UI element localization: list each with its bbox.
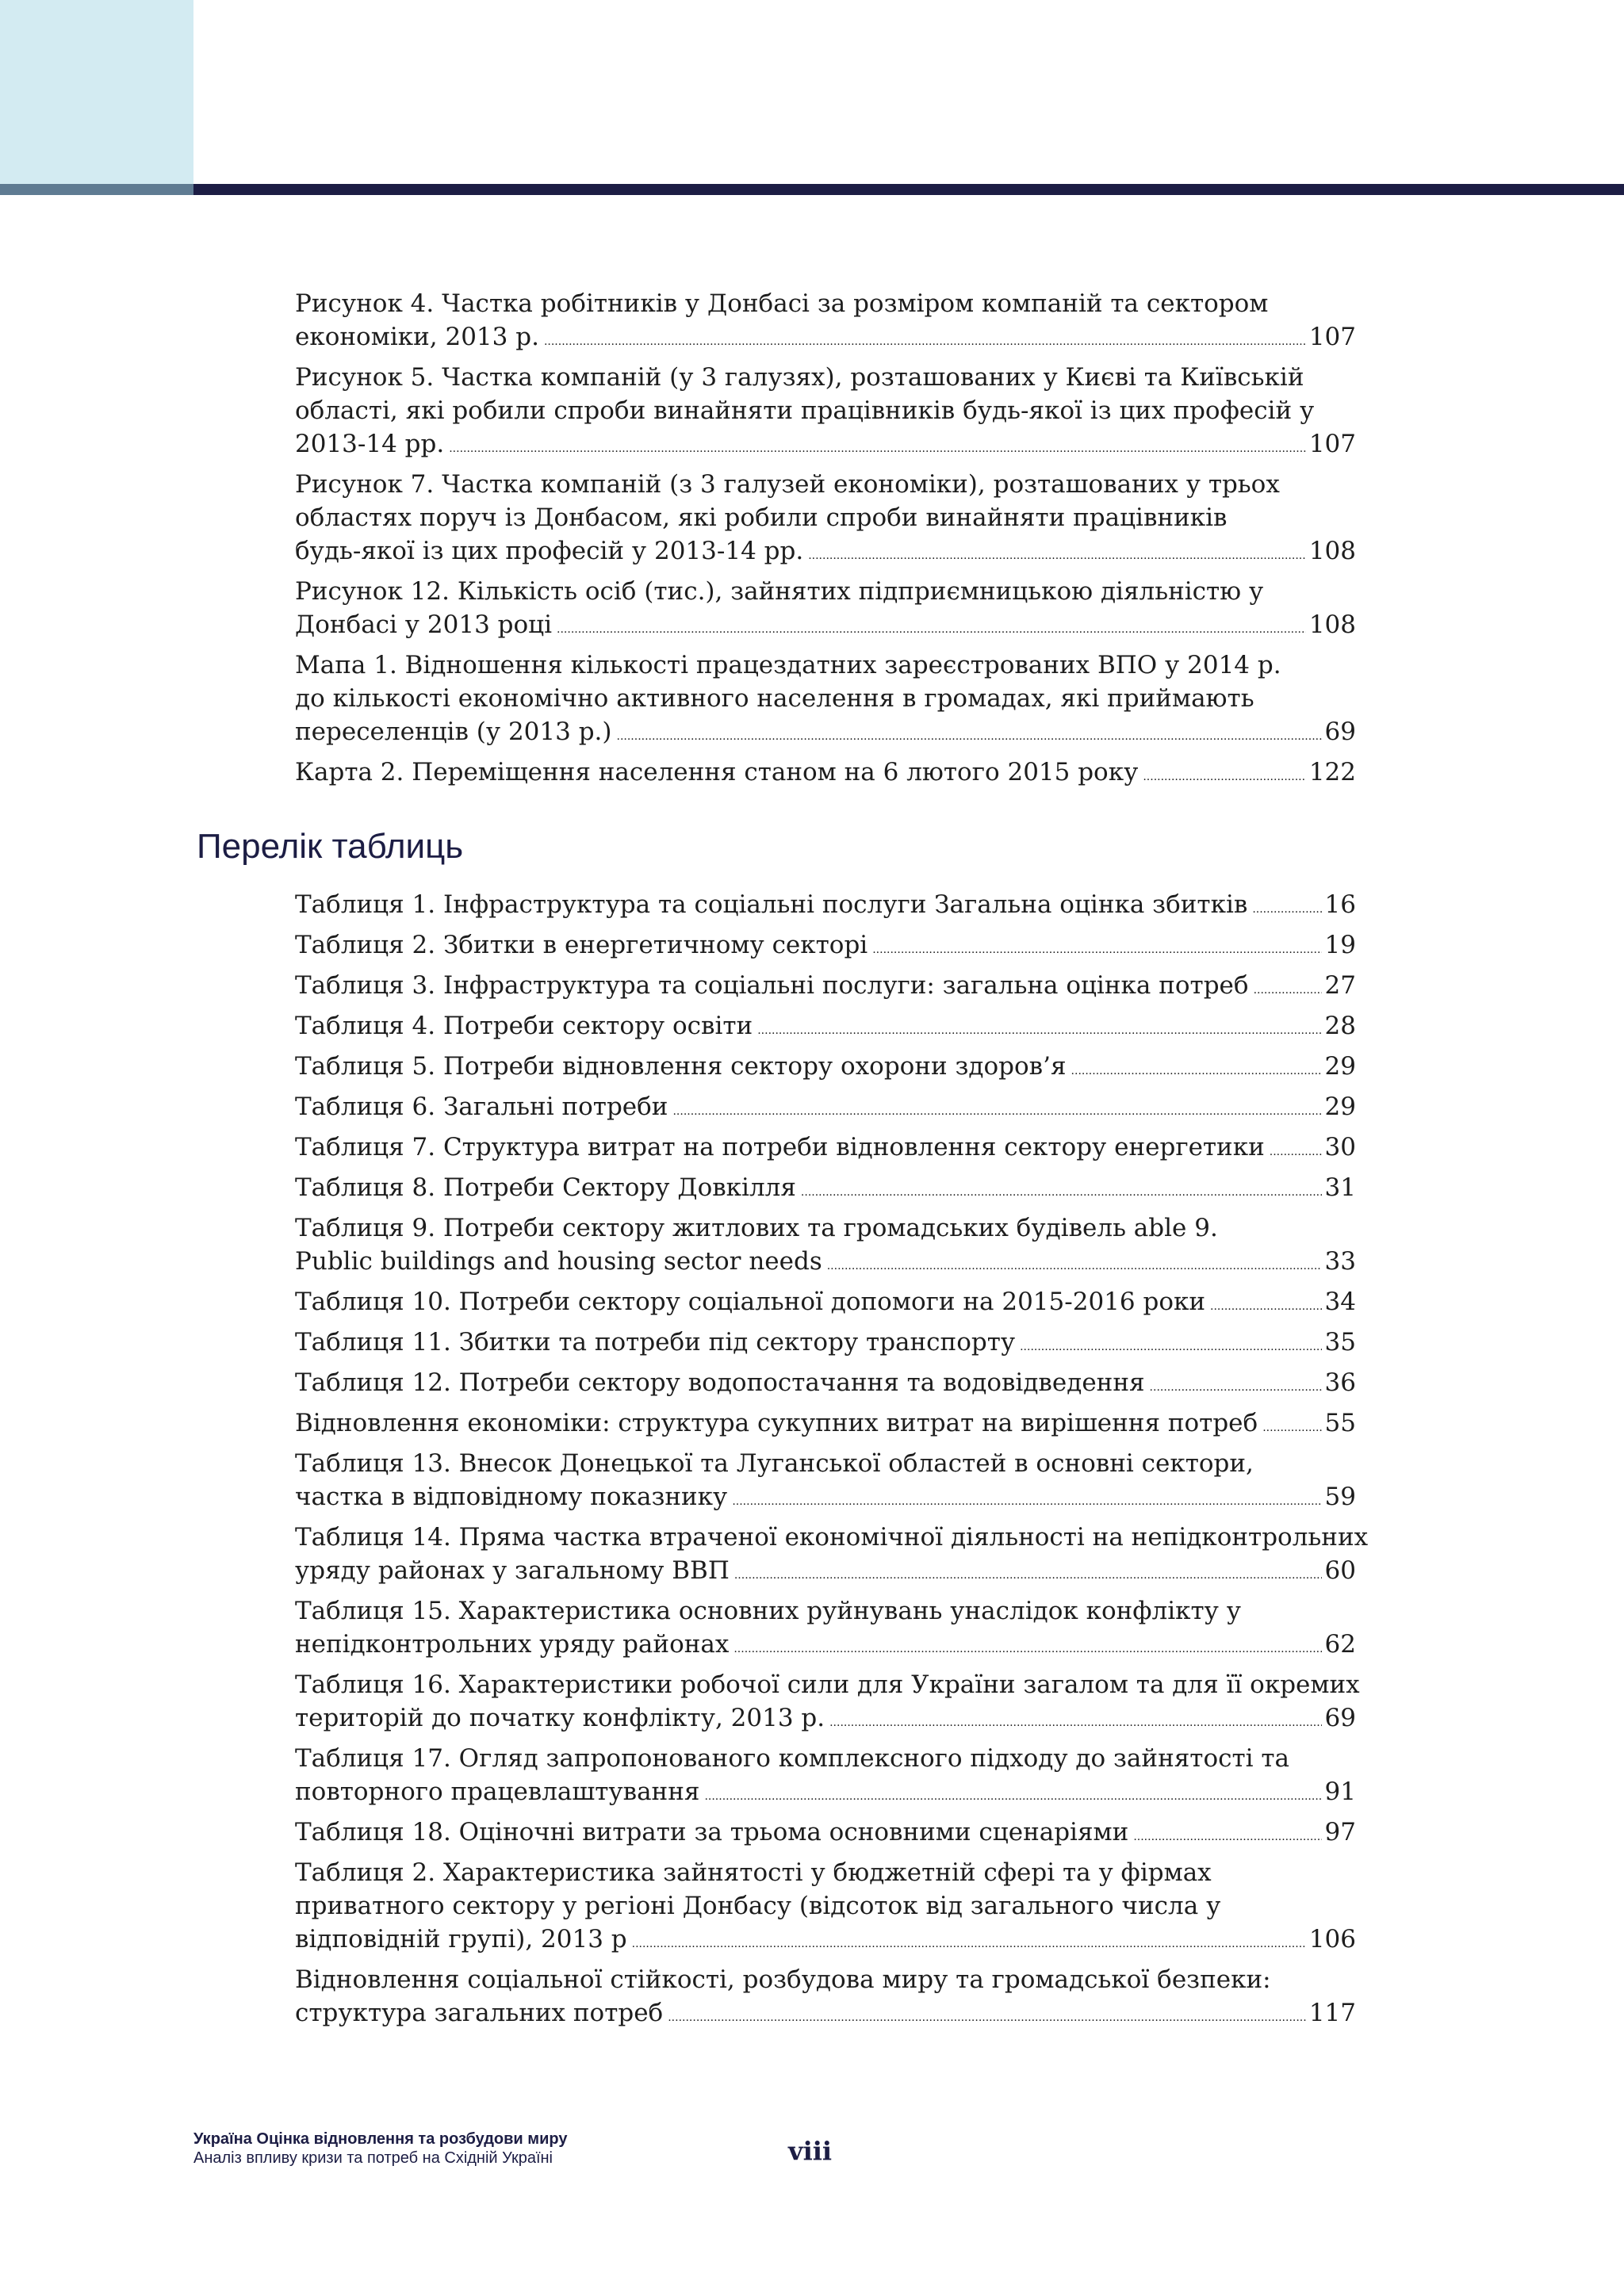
toc-entry-text: Таблиця 1. Інфраструктура та соціальні послуги Загальна оцінка збитків <box>295 890 1248 919</box>
toc-page-number: 69 <box>1324 718 1356 746</box>
dot-leader <box>632 1938 1306 1950</box>
toc-entry[interactable] <box>295 1856 1356 1956</box>
toc-entry[interactable] <box>295 1447 1356 1513</box>
toc-page-number: 34 <box>1324 1288 1356 1316</box>
toc-entry-text: повторного працевлаштування <box>295 1777 700 1806</box>
dot-leader <box>757 1025 1321 1036</box>
dot-leader <box>827 1261 1322 1272</box>
toc-page-number: 36 <box>1324 1368 1356 1397</box>
toc-entry[interactable] <box>295 1211 1356 1278</box>
dot-leader <box>1150 1382 1322 1393</box>
toc-entry-text: Відновлення соціальної стійкості, розбудова миру та громадської безпеки: <box>295 1965 1271 1994</box>
toc-page-number: 107 <box>1308 430 1356 458</box>
toc-entry[interactable] <box>295 1963 1356 2030</box>
dot-leader <box>1210 1301 1322 1312</box>
toc-page-number: 35 <box>1324 1328 1356 1357</box>
toc-entry-text: Рисунок 12. Кількість осіб (тис.), зайнятих підприємницькою діяльністю у <box>295 577 1264 606</box>
toc-page-number: 16 <box>1324 890 1356 919</box>
toc-page-number: 60 <box>1324 1556 1356 1585</box>
toc-entry[interactable] <box>295 1521 1369 1587</box>
toc-page-number: 59 <box>1324 1483 1356 1511</box>
dot-leader <box>672 1106 1321 1117</box>
toc-entry-text: відповідній групі), 2013 р <box>295 1925 627 1954</box>
toc-entry[interactable] <box>295 1594 1356 1661</box>
toc-entry-text: переселенців (у 2013 р.) <box>295 718 612 746</box>
toc-page-number: 55 <box>1324 1409 1356 1437</box>
toc-entry-text: Таблиця 5. Потреби відновлення сектору охорони здоров’я <box>295 1052 1067 1081</box>
footer-title: Україна Оцінка відновлення та розбудови миру <box>193 2130 568 2148</box>
toc-entry[interactable] <box>295 1050 1356 1083</box>
footer-subtitle: Аналіз впливу кризи та потреб на Східній Україні <box>193 2149 553 2167</box>
toc-entry-text: Таблиця 12. Потреби сектору водопостачання та водовідведення <box>295 1368 1145 1397</box>
toc-entry-text: Таблиця 3. Інфраструктура та соціальні послуги: загальна оцінка потреб <box>295 971 1249 1000</box>
toc-entry-text: Відновлення економіки: структура сукупних витрат на вирішення потреб <box>295 1409 1258 1437</box>
dot-leader <box>557 624 1306 635</box>
toc-entry[interactable] <box>295 1742 1356 1808</box>
dot-leader <box>449 443 1306 454</box>
toc-entry[interactable] <box>295 969 1356 1002</box>
toc-entry-text: Таблиця 17. Огляд запропонованого комплексного підходу до зайнятості та <box>295 1744 1290 1773</box>
footer-report-title <box>193 2130 567 2168</box>
header-bar-dark <box>193 184 1624 195</box>
toc-entry[interactable] <box>295 888 1356 921</box>
toc-entry[interactable] <box>295 1406 1356 1440</box>
dot-leader <box>1252 904 1321 915</box>
toc-entry[interactable] <box>295 1090 1356 1123</box>
toc-page-number: 108 <box>1308 610 1356 639</box>
toc-entry-text: Таблиця 10. Потреби сектору соціальної допомоги на 2015-2016 роки <box>295 1288 1206 1316</box>
dot-leader <box>734 1570 1322 1581</box>
toc-page-number: 122 <box>1308 758 1356 786</box>
toc-entry-text: Таблиця 14. Пряма частка втраченої економічної діяльності на непідконтрольних <box>295 1523 1369 1552</box>
toc-page-number: 97 <box>1324 1818 1356 1846</box>
page-number: viii <box>788 2136 833 2166</box>
toc-page-number: 19 <box>1324 931 1356 959</box>
toc-entry-text: до кількості економічно активного населення в громадах, які приймають <box>295 684 1254 713</box>
toc-page-number: 27 <box>1324 971 1356 1000</box>
toc-entry-text: Таблиця 9. Потреби сектору житлових та громадських будівель able 9. <box>295 1214 1218 1242</box>
toc-entry-text: Public buildings and housing sector needs <box>295 1247 822 1276</box>
toc-page-number: 29 <box>1324 1093 1356 1121</box>
dot-leader <box>668 2012 1306 2023</box>
dot-leader <box>704 1791 1321 1802</box>
dot-leader <box>1143 771 1305 783</box>
dot-leader <box>1262 1422 1321 1433</box>
toc-page-number: 69 <box>1324 1704 1356 1732</box>
toc-entry[interactable] <box>295 468 1356 568</box>
toc-entry-text: Рисунок 5. Частка компаній (у 3 галузях), розташованих у Києві та Київській <box>295 363 1304 392</box>
dot-leader <box>544 336 1306 347</box>
toc-entry-text: Карта 2. Переміщення населення станом на 6 лютого 2015 року <box>295 758 1139 786</box>
dot-leader <box>732 1496 1321 1507</box>
toc-entry[interactable] <box>295 1326 1356 1359</box>
dot-leader <box>733 1644 1321 1655</box>
toc-entry-text: Таблиця 6. Загальні потреби <box>295 1093 668 1121</box>
dot-leader <box>617 731 1322 742</box>
toc-page-number: 29 <box>1324 1052 1356 1081</box>
tables-heading: Перелік таблиць <box>197 827 464 866</box>
figures-list <box>295 287 1356 796</box>
dot-leader <box>829 1717 1321 1728</box>
toc-entry-text: приватного сектору у регіоні Донбасу (відсоток від загального числа у <box>295 1892 1221 1920</box>
toc-entry[interactable] <box>295 1285 1356 1318</box>
toc-entry[interactable] <box>295 575 1356 641</box>
toc-entry-text: Таблиця 11. Збитки та потреби під сектору транспорту <box>295 1328 1016 1357</box>
toc-entry-text: Рисунок 7. Частка компаній (з 3 галузей економіки), розташованих у трьох <box>295 470 1280 499</box>
dot-leader <box>1254 985 1322 996</box>
dot-leader <box>1133 1831 1321 1843</box>
toc-entry[interactable] <box>295 928 1356 962</box>
dot-leader <box>801 1187 1322 1198</box>
toc-entry-text: Таблиця 8. Потреби Сектору Довкілля <box>295 1173 796 1202</box>
dot-leader <box>808 550 1306 561</box>
toc-entry-text: непідконтрольних уряду районах <box>295 1630 730 1659</box>
tables-list <box>295 888 1369 2037</box>
header-bar-light <box>0 184 193 195</box>
toc-entry-text: Таблиця 16. Характеристики робочої сили для України загалом та для її окремих <box>295 1670 1360 1699</box>
toc-entry[interactable] <box>295 361 1356 461</box>
toc-entry[interactable] <box>295 1009 1356 1043</box>
toc-entry-text: Таблиця 18. Оціночні витрати за трьома основними сценаріями <box>295 1818 1129 1846</box>
toc-entry[interactable] <box>295 649 1356 748</box>
toc-page-number: 62 <box>1324 1630 1356 1659</box>
toc-entry-text: будь-якої із цих професій у 2013-14 рр. <box>295 537 804 565</box>
toc-entry-text: структура загальних потреб <box>295 1999 664 2027</box>
dot-leader <box>1071 1066 1322 1077</box>
toc-entry[interactable] <box>295 1668 1360 1735</box>
toc-entry-text: Донбасі у 2013 році <box>295 610 553 639</box>
toc-entry-text: територій до початку конфлікту, 2013 р. <box>295 1704 825 1732</box>
toc-entry[interactable] <box>295 1171 1356 1204</box>
toc-entry-text: 2013-14 рр. <box>295 430 445 458</box>
toc-entry-text: областях поруч із Донбасом, які робили спроби винайняти працівників <box>295 503 1228 532</box>
toc-page-number: 30 <box>1324 1133 1356 1161</box>
toc-entry-text: області, які робили спроби винайняти працівників будь-якої із цих професій у <box>295 396 1315 425</box>
header-corner-block <box>0 0 193 184</box>
toc-page-number: 91 <box>1324 1777 1356 1806</box>
toc-page-number: 117 <box>1308 1999 1356 2027</box>
dot-leader <box>1020 1341 1321 1353</box>
toc-page-number: 28 <box>1324 1012 1356 1040</box>
toc-entry-text: Таблиця 13. Внесок Донецької та Луганської областей в основні сектори, <box>295 1449 1254 1478</box>
toc-entry-text: Таблиця 2. Характеристика зайнятості у бюджетній сфері та у фірмах <box>295 1858 1212 1887</box>
toc-page-number: 106 <box>1308 1925 1356 1954</box>
toc-entry-text: уряду районах у загальному ВВП <box>295 1556 730 1585</box>
toc-page-number: 33 <box>1324 1247 1356 1276</box>
toc-page-number: 108 <box>1308 537 1356 565</box>
toc-entry-text: Рисунок 4. Частка робітників у Донбасі за розміром компаній та сектором <box>295 289 1269 318</box>
toc-entry[interactable] <box>295 756 1356 789</box>
dot-leader <box>872 944 1321 955</box>
toc-entry[interactable] <box>295 287 1356 354</box>
toc-entry-text: частка в відповідному показнику <box>295 1483 728 1511</box>
toc-entry[interactable] <box>295 1366 1356 1399</box>
toc-entry-text: Таблиця 2. Збитки в енергетичному секторі <box>295 931 868 959</box>
dot-leader <box>1270 1146 1322 1158</box>
toc-entry[interactable] <box>295 1131 1356 1164</box>
toc-entry-text: Таблиця 7. Структура витрат на потреби відновлення сектору енергетики <box>295 1133 1265 1161</box>
toc-entry-text: економіки, 2013 р. <box>295 323 539 351</box>
toc-entry-text: Таблиця 4. Потреби сектору освіти <box>295 1012 753 1040</box>
toc-page-number: 107 <box>1308 323 1356 351</box>
toc-page-number: 31 <box>1324 1173 1356 1202</box>
toc-entry[interactable] <box>295 1816 1356 1849</box>
toc-entry-text: Таблиця 15. Характеристика основних руйнувань унаслідок конфлікту у <box>295 1597 1242 1625</box>
toc-entry-text: Мапа 1. Відношення кількості працездатних зареєстрованих ВПО у 2014 р. <box>295 651 1281 679</box>
